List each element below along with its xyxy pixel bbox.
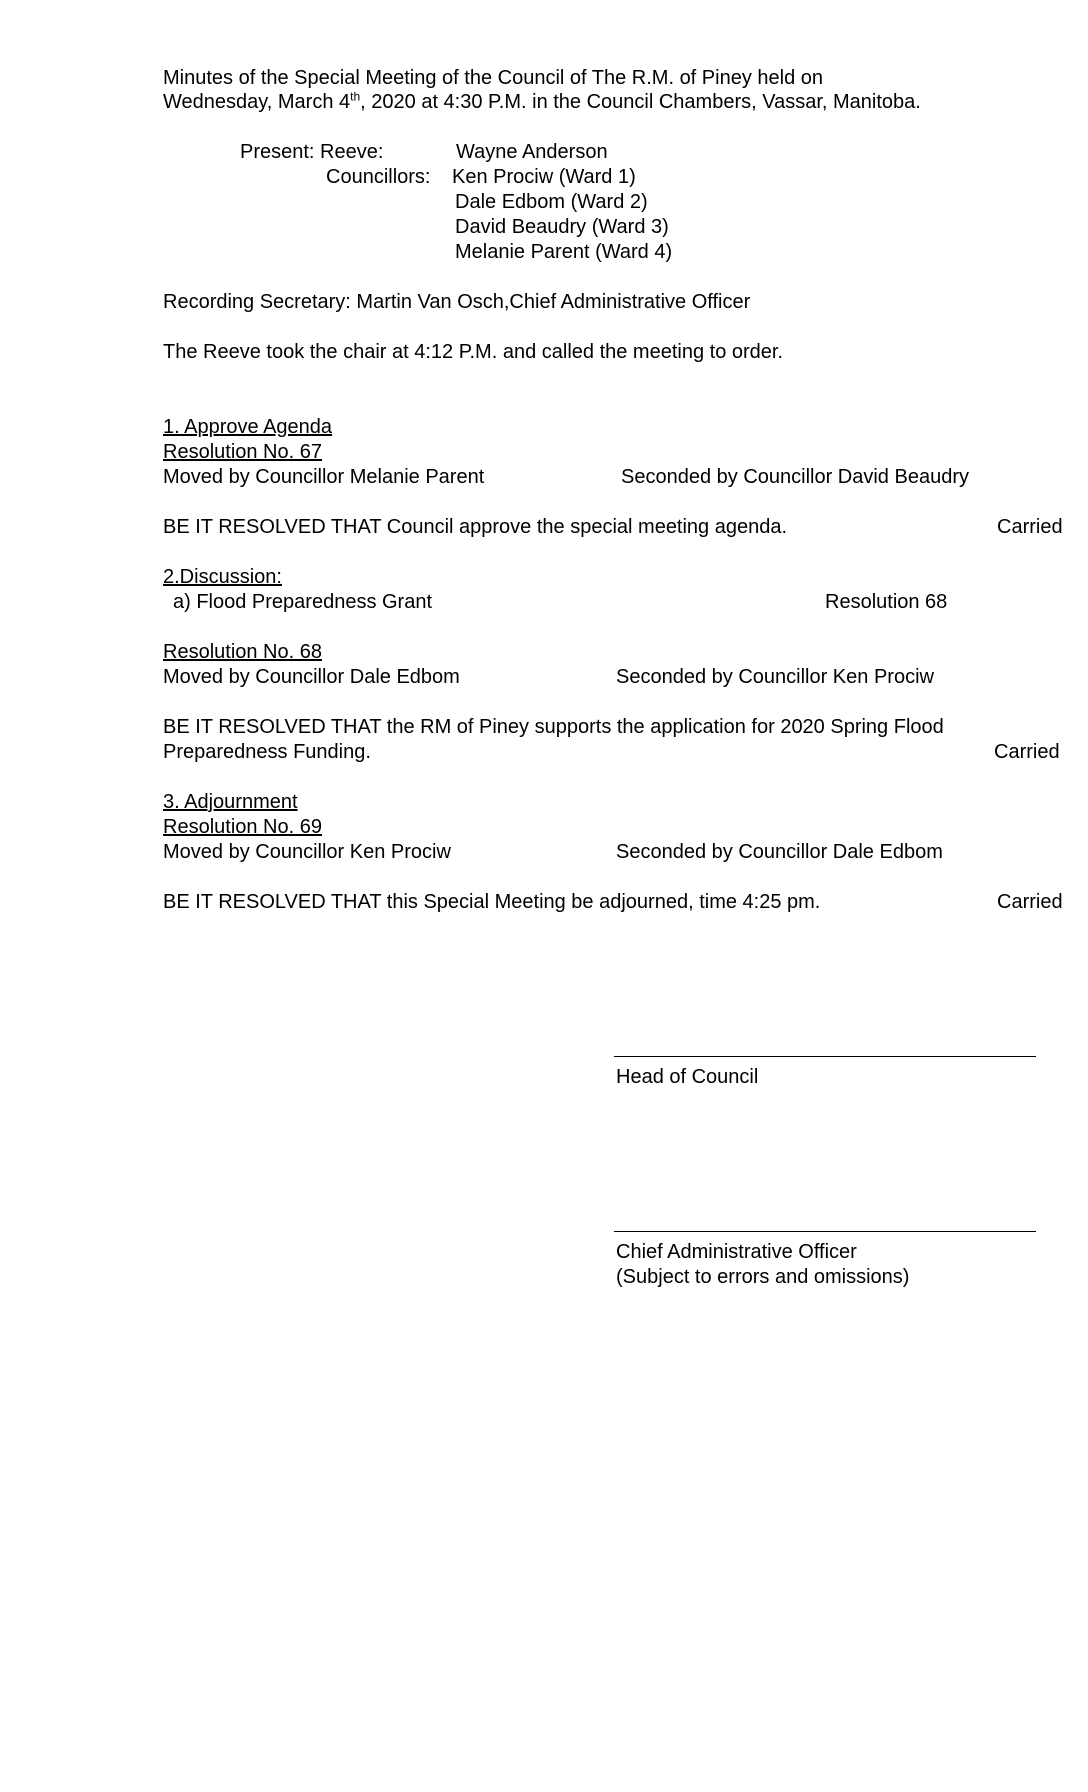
errors-omissions-note: (Subject to errors and omissions) xyxy=(616,1266,910,1288)
resolution-69-outcome: Carried xyxy=(997,891,1063,913)
recording-secretary: Recording Secretary: Martin Van Osch,Chief Administrative Officer xyxy=(163,291,751,313)
header-location: , 2020 at 4:30 P.M. in the Council Chambers, Vassar, Manitoba. xyxy=(360,91,921,113)
section-3-heading: 3. Adjournment xyxy=(163,791,298,813)
discussion-item-a: a) Flood Preparedness Grant xyxy=(173,591,433,613)
discussion-item-a-ref: Resolution 68 xyxy=(825,591,948,613)
reeve-name: Wayne Anderson xyxy=(456,141,608,163)
head-of-council-signature-line xyxy=(614,1056,1036,1057)
chair-statement: The Reeve took the chair at 4:12 P.M. and called the meeting to order. xyxy=(163,341,784,363)
resolution-69-seconded: Seconded by Councillor Dale Edbom xyxy=(616,841,943,863)
head-of-council-label: Head of Council xyxy=(616,1066,759,1088)
header-line-2 xyxy=(163,90,921,114)
present-label: Present: Reeve: xyxy=(240,141,384,163)
councillor-4: Melanie Parent (Ward 4) xyxy=(455,241,673,263)
councillor-3: David Beaudry (Ward 3) xyxy=(455,216,669,238)
resolution-69-moved: Moved by Councillor Ken Prociw xyxy=(163,841,451,863)
cao-label: Chief Administrative Officer xyxy=(616,1241,857,1263)
resolution-67-moved: Moved by Councillor Melanie Parent xyxy=(163,466,485,488)
councillors-label: Councillors: xyxy=(326,166,431,188)
header-date-suffix: th xyxy=(350,89,361,104)
resolution-69-number: Resolution No. 69 xyxy=(163,816,322,838)
section-1-heading: 1. Approve Agenda xyxy=(163,416,333,438)
resolution-68-outcome: Carried xyxy=(994,741,1060,763)
councillor-2: Dale Edbom (Ward 2) xyxy=(455,191,648,213)
resolution-68-text-line-1: BE IT RESOLVED THAT the RM of Piney supports the application for 2020 Spring Flood xyxy=(163,716,944,738)
header-date: Wednesday, March 4 xyxy=(163,91,351,113)
section-2-heading: 2.Discussion: xyxy=(163,566,282,588)
cao-signature-line xyxy=(614,1231,1036,1232)
resolution-68-text-line-2: Preparedness Funding. xyxy=(163,741,371,763)
resolution-68-number: Resolution No. 68 xyxy=(163,641,322,663)
resolution-68-seconded: Seconded by Councillor Ken Prociw xyxy=(616,666,934,688)
resolution-67-seconded: Seconded by Councillor David Beaudry xyxy=(621,466,969,488)
resolution-67-number: Resolution No. 67 xyxy=(163,441,322,463)
resolution-68-moved: Moved by Councillor Dale Edbom xyxy=(163,666,460,688)
resolution-67-outcome: Carried xyxy=(997,516,1063,538)
header-line-1: Minutes of the Special Meeting of the Council of The R.M. of Piney held on xyxy=(163,67,823,89)
resolution-69-text: BE IT RESOLVED THAT this Special Meeting be adjourned, time 4:25 pm. xyxy=(163,891,821,913)
councillor-1: Ken Prociw (Ward 1) xyxy=(452,166,636,188)
resolution-67-text: BE IT RESOLVED THAT Council approve the special meeting agenda. xyxy=(163,516,788,538)
